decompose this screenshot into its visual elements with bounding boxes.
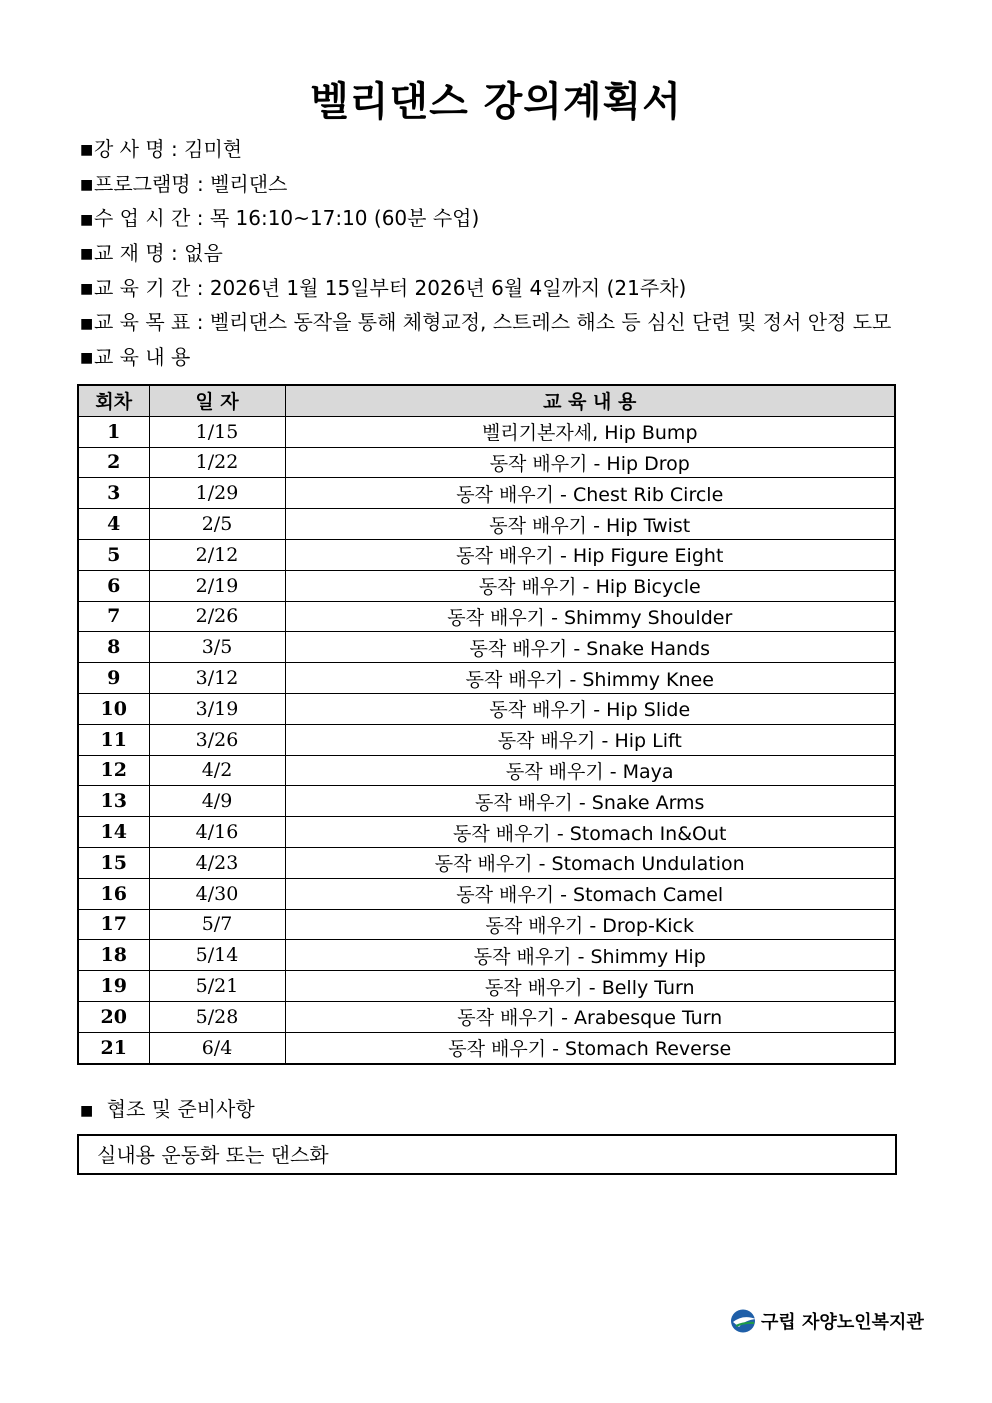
table-row bbox=[78, 878, 895, 909]
organization-logo-icon bbox=[730, 1308, 758, 1334]
content-cell: 동작 배우기 - Stomach In&Out bbox=[285, 817, 895, 848]
table-row bbox=[78, 847, 895, 878]
table-row bbox=[78, 509, 895, 540]
table-row bbox=[78, 570, 895, 601]
info-label: 프로그램명 bbox=[94, 171, 191, 196]
session-number-cell: 3 bbox=[78, 478, 149, 509]
bullet-icon: ■ bbox=[80, 246, 94, 263]
info-label: 수 업 시 간 bbox=[94, 206, 197, 231]
schedule-body bbox=[78, 416, 895, 1063]
content-cell: 동작 배우기 - Shimmy Shoulder bbox=[285, 601, 895, 632]
table-row bbox=[78, 971, 895, 1002]
bullet-icon: ■ bbox=[80, 350, 94, 367]
content-cell: 동작 배우기 - Snake Hands bbox=[285, 632, 895, 663]
table-row bbox=[78, 755, 895, 786]
bullet-icon: ■ bbox=[80, 211, 94, 228]
table-row bbox=[78, 817, 895, 848]
bullet-icon: ■ bbox=[80, 1102, 94, 1119]
table-row bbox=[78, 909, 895, 940]
header-date: 일 자 bbox=[149, 385, 285, 416]
info-value: 목 16:10~17:10 (60분 수업) bbox=[209, 206, 480, 231]
content-cell: 동작 배우기 - Belly Turn bbox=[285, 971, 895, 1002]
info-textbook: ■교 재 명 : 없음 bbox=[80, 236, 940, 271]
date-cell: 2/26 bbox=[149, 601, 285, 632]
date-cell: 1/15 bbox=[149, 416, 285, 447]
info-value: 2026년 1월 15일부터 2026년 6월 4일까지 (21주차) bbox=[209, 275, 687, 300]
session-number-cell: 10 bbox=[78, 693, 149, 724]
info-label: 교 육 내 용 bbox=[94, 345, 191, 370]
info-class-time: ■수 업 시 간 : 목 16:10~17:10 (60분 수업) bbox=[80, 201, 940, 236]
session-number-cell: 18 bbox=[78, 940, 149, 971]
session-number-cell: 17 bbox=[78, 909, 149, 940]
date-cell: 2/19 bbox=[149, 570, 285, 601]
date-cell: 3/5 bbox=[149, 632, 285, 663]
content-cell: 동작 배우기 - Hip Lift bbox=[285, 724, 895, 755]
table-row bbox=[78, 1001, 895, 1032]
session-number-cell: 15 bbox=[78, 847, 149, 878]
table-row bbox=[78, 1032, 895, 1063]
table-row bbox=[78, 539, 895, 570]
content-cell: 동작 배우기 - Stomach Reverse bbox=[285, 1032, 895, 1063]
info-section bbox=[80, 132, 940, 375]
date-cell: 3/12 bbox=[149, 663, 285, 694]
info-program: ■프로그램명 : 벨리댄스 bbox=[80, 167, 940, 202]
content-cell: 동작 배우기 - Chest Rib Circle bbox=[285, 478, 895, 509]
footer-organization bbox=[730, 1306, 924, 1336]
bullet-icon: ■ bbox=[80, 142, 94, 159]
info-value: 벨리댄스 bbox=[210, 171, 288, 196]
cooperation-label: 협조 및 준비사항 bbox=[106, 1097, 255, 1121]
date-cell: 4/23 bbox=[149, 847, 285, 878]
content-cell: 동작 배우기 - Stomach Camel bbox=[285, 878, 895, 909]
table-row bbox=[78, 447, 895, 478]
cooperation-box bbox=[77, 1134, 897, 1175]
info-instructor: ■강 사 명 : 김미현 bbox=[80, 132, 940, 167]
content-cell: 동작 배우기 - Shimmy Hip bbox=[285, 940, 895, 971]
cooperation-content: 실내용 운동화 또는 댄스화 bbox=[97, 1143, 329, 1167]
session-number-cell: 13 bbox=[78, 786, 149, 817]
info-value: 김미현 bbox=[184, 137, 243, 161]
session-number-cell: 16 bbox=[78, 878, 149, 909]
table-row bbox=[78, 632, 895, 663]
content-cell: 동작 배우기 - Hip Bicycle bbox=[285, 570, 895, 601]
date-cell: 2/5 bbox=[149, 509, 285, 540]
info-goal: ■교 육 목 표 : 벨리댄스 동작을 통해 체형교정, 스트레스 해소 등 심신 단련 및 정서 안정 도모 bbox=[80, 305, 940, 340]
date-cell: 3/26 bbox=[149, 724, 285, 755]
schedule-table bbox=[77, 384, 896, 1065]
content-cell: 동작 배우기 - Maya bbox=[285, 755, 895, 786]
header-session: 회차 bbox=[78, 385, 149, 416]
table-row bbox=[78, 724, 895, 755]
organization-name: 구립 자양노인복지관 bbox=[761, 1312, 924, 1333]
date-cell: 5/21 bbox=[149, 971, 285, 1002]
table-header-row bbox=[78, 385, 895, 416]
session-number-cell: 7 bbox=[78, 601, 149, 632]
info-label: 교 재 명 bbox=[94, 241, 165, 266]
table-row bbox=[78, 478, 895, 509]
content-cell: 동작 배우기 - Hip Slide bbox=[285, 693, 895, 724]
date-cell: 2/12 bbox=[149, 539, 285, 570]
session-number-cell: 8 bbox=[78, 632, 149, 663]
date-cell: 4/16 bbox=[149, 817, 285, 848]
session-number-cell: 9 bbox=[78, 663, 149, 694]
session-number-cell: 21 bbox=[78, 1032, 149, 1063]
content-cell: 동작 배우기 - Hip Figure Eight bbox=[285, 539, 895, 570]
info-label: 강 사 명 bbox=[94, 137, 165, 161]
document-title: 벨리댄스 강의계획서 bbox=[310, 79, 682, 125]
date-cell: 5/7 bbox=[149, 909, 285, 940]
session-number-cell: 2 bbox=[78, 447, 149, 478]
info-label: 교 육 목 표 bbox=[94, 310, 191, 335]
date-cell: 3/19 bbox=[149, 693, 285, 724]
table-row bbox=[78, 940, 895, 971]
session-number-cell: 1 bbox=[78, 416, 149, 447]
content-cell: 동작 배우기 - Drop-Kick bbox=[285, 909, 895, 940]
date-cell: 1/29 bbox=[149, 478, 285, 509]
header-content: 교 육 내 용 bbox=[285, 385, 895, 416]
session-number-cell: 14 bbox=[78, 817, 149, 848]
content-cell: 동작 배우기 - Arabesque Turn bbox=[285, 1001, 895, 1032]
date-cell: 5/28 bbox=[149, 1001, 285, 1032]
table-row bbox=[78, 416, 895, 447]
date-cell: 5/14 bbox=[149, 940, 285, 971]
content-cell: 동작 배우기 - Snake Arms bbox=[285, 786, 895, 817]
session-number-cell: 11 bbox=[78, 724, 149, 755]
table-row bbox=[78, 663, 895, 694]
session-number-cell: 12 bbox=[78, 755, 149, 786]
content-cell: 동작 배우기 - Shimmy Knee bbox=[285, 663, 895, 694]
info-value: 벨리댄스 동작을 통해 체형교정, 스트레스 해소 등 심신 단련 및 정서 안정 도모 bbox=[209, 310, 892, 335]
date-cell: 6/4 bbox=[149, 1032, 285, 1063]
info-period: ■교 육 기 간 : 2026년 1월 15일부터 2026년 6월 4일까지 (21주차) bbox=[80, 271, 940, 306]
session-number-cell: 19 bbox=[78, 971, 149, 1002]
bullet-icon: ■ bbox=[80, 176, 94, 193]
bullet-icon: ■ bbox=[80, 315, 94, 332]
info-content-heading bbox=[80, 340, 940, 375]
content-cell: 동작 배우기 - Stomach Undulation bbox=[285, 847, 895, 878]
bullet-icon: ■ bbox=[80, 280, 94, 297]
info-label: 교 육 기 간 bbox=[94, 275, 191, 300]
session-number-cell: 5 bbox=[78, 539, 149, 570]
date-cell: 1/22 bbox=[149, 447, 285, 478]
date-cell: 4/2 bbox=[149, 755, 285, 786]
date-cell: 4/9 bbox=[149, 786, 285, 817]
session-number-cell: 6 bbox=[78, 570, 149, 601]
session-number-cell: 4 bbox=[78, 509, 149, 540]
date-cell: 4/30 bbox=[149, 878, 285, 909]
cooperation-heading bbox=[80, 1093, 255, 1125]
content-cell: 동작 배우기 - Hip Twist bbox=[285, 509, 895, 540]
table-row bbox=[78, 601, 895, 632]
content-cell: 동작 배우기 - Hip Drop bbox=[285, 447, 895, 478]
session-number-cell: 20 bbox=[78, 1001, 149, 1032]
table-row bbox=[78, 786, 895, 817]
info-value: 없음 bbox=[184, 241, 223, 266]
table-row bbox=[78, 693, 895, 724]
content-cell: 벨리기본자세, Hip Bump bbox=[285, 416, 895, 447]
